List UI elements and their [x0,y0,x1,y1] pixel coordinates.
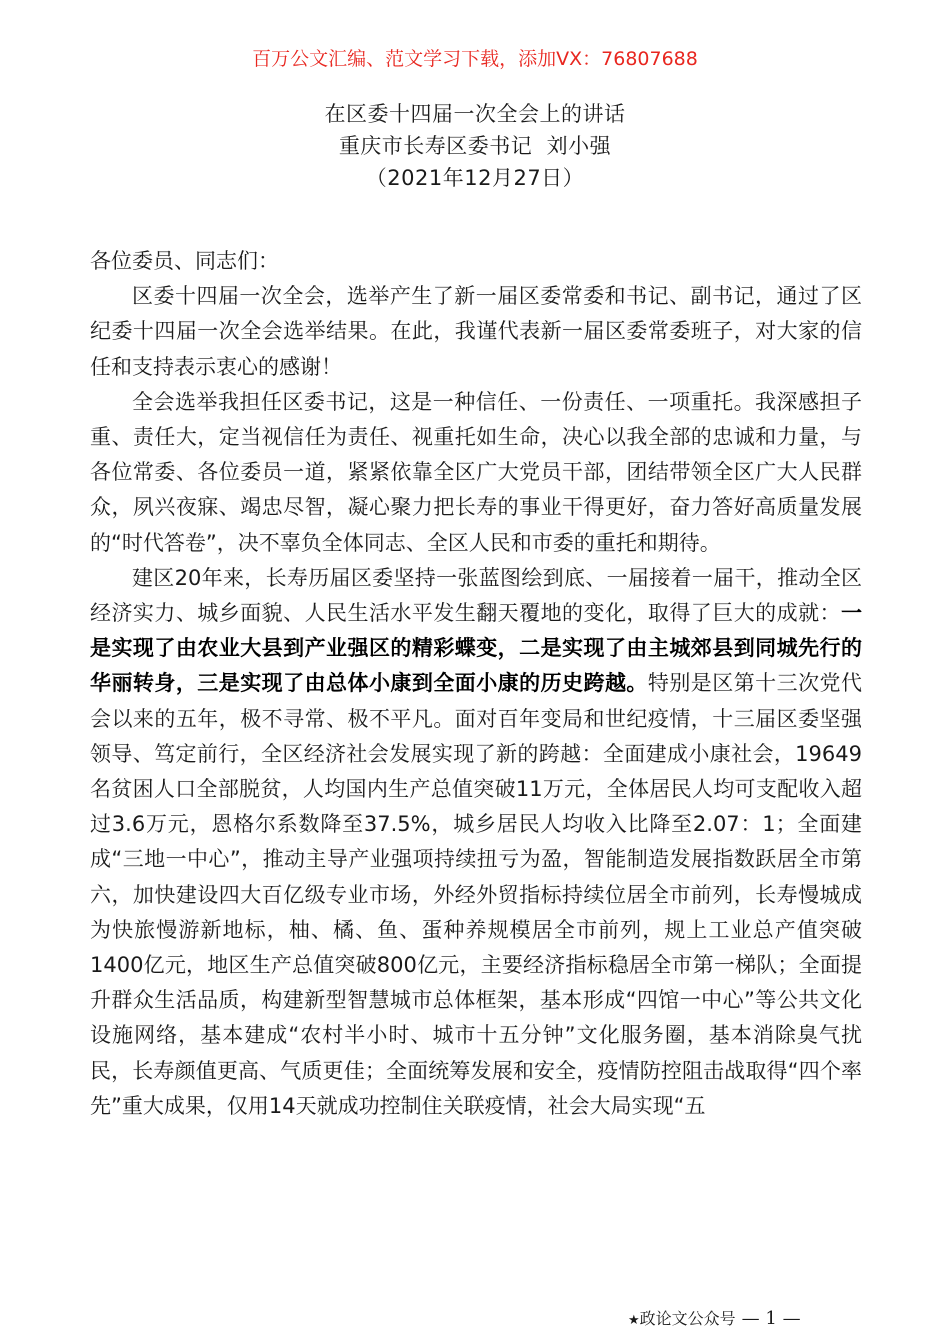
title-block [0,98,950,194]
page-footer [628,1308,888,1332]
paragraph-2: 全会选举我担任区委书记，这是一种信任、一份责任、一项重托。我深感担子重、责任大，定当视信任为责任、视重托如生命，决心以我全部的忠诚和力量，与各位常委、各位委员一道，紧紧依靠全区广大党员干部，团结带领全区广大人民群众，夙兴夜寐、竭忠尽智，凝心聚力把长寿的事业干得更好，奋力答好高质量发展的“时代答卷”，决不辜负全体同志、全区人民和市委的重托和期待。 [90,389,862,555]
paragraph-3-tail: 特别是区第十三次党代会以来的五年，极不寻常、极不平凡。面对百年变局和世纪疫情，十三届区委坚强领导、笃定前行，全区经济社会发展实现了新的跨越：全面建成小康社会，19649名贫困人口全部脱贫，人均国内生产总值突破11万元，全体居民人均可支配收入超过3.6万元，恩格尔系数降至37.5%，城乡居民人均收入比降至2.07：1；全面建成“三地一中心”，推动主导产业强项持续扭亏为盈，智能制造发展指数跃居全市第六，加快建设四大百亿级专业市场，外经外贸指标持续位居全市前列，长寿慢城成为快旅慢游新地标，柚、橘、鱼、蛋种养规模居全市前列，规上工业总产值突破1400亿元，地区生产总值突破800亿元，主要经济指标稳居全市第一梯队；全面提升群众生活品质，构建新型智慧城市总体框架，基本形成“四馆一中心”等公共文化设施网络，基本建成“农村半小时、城市十五分钟”文化服务圈，基本消除臭气扰民，长寿颜值更高、气质更佳；全面统筹发展和安全，疫情防控阻击战取得“四个率先”重大成果，仅用14天就成功控制住关联疫情，社会大局实现“五 [90,671,863,1118]
speech-title: 在区委十四届一次全会上的讲话 [324,102,626,126]
page-number: — 1 — [741,1308,801,1329]
paragraph-1: 区委十四届一次全会，选举产生了新一届区委常委和书记、副书记，通过了区纪委十四届一次全会选举结果。在此，我谨代表新一届区委常委班子，对大家的信任和支持表示衷心的感谢！ [90,284,862,379]
paragraph-3-highlight: 一是实现了由农业大县到产业强区的精彩蝶变，二是实现了由主城郊县到同城先行的华丽转身，三是实现了由总体小康到全面小康的历史跨越。 [90,601,862,696]
paragraph-3-lead: 建区20年来，长寿历届区委坚持一张蓝图绘到底、一届接着一届干，推动全区经济实力、城乡面貌、人民生活水平发生翻天覆地的变化，取得了巨大的成就： [90,565,862,626]
download-banner: 百万公文汇编、范文学习下载，添加VX：76807688 [252,48,698,70]
footer-source: 政论文公众号 [639,1309,736,1328]
speech-date: （2021年12月27日） [365,166,585,190]
speech-body [90,244,862,1124]
salutation: 各位委员、同志们： [90,249,279,273]
speech-author: 重庆市长寿区委书记 刘小强 [338,134,612,158]
paragraph-3 [90,561,862,1124]
star-icon: ★ [628,1313,640,1328]
